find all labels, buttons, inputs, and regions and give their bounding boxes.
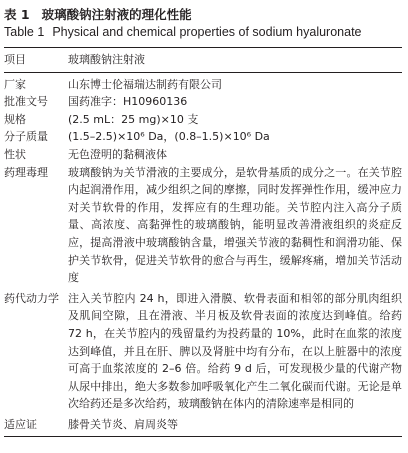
table-row bbox=[4, 93, 402, 111]
table-caption-en bbox=[4, 24, 402, 41]
table-title-cn: 玻璃酸钠注射液的理化性能 bbox=[41, 7, 192, 22]
table-row bbox=[4, 287, 402, 413]
properties-table bbox=[4, 47, 402, 437]
table-row bbox=[4, 413, 402, 437]
row-value: 玻璃酸钠为关节滑液的主要成分，是软骨基质的成分之一。在关节腔内起润滑作用，减少组织之间的摩擦，同时发挥弹性作用，缓冲应力对关节软骨的作用，发挥应有的生理功能。关节腔内注入高分子质量、高浓度、高黏弹性的玻璃酸钠，能明显改善滑液组织的炎症反应，提高滑液中玻璃酸钠含量，增强关节液的黏稠性和润滑功能、保护关节软骨，促进关节软骨的愈合与再生，缓解疼痛，增加关节活动度 bbox=[68, 165, 402, 285]
row-label: 批准文号 bbox=[4, 95, 48, 109]
table-title-en: Physical and chemical properties of sodium hyaluronate bbox=[52, 25, 362, 39]
row-value: 山东博士伦福瑞达制药有限公司 bbox=[68, 77, 222, 91]
table-caption-cn bbox=[4, 6, 402, 23]
header-item-label: 项目 bbox=[4, 48, 68, 73]
row-value: 国药准字：H10960136 bbox=[68, 95, 188, 109]
table-row bbox=[4, 72, 402, 93]
table-row bbox=[4, 128, 402, 146]
row-label: 药代动力学 bbox=[4, 291, 59, 305]
row-value: 无色澄明的黏稠液体 bbox=[68, 147, 167, 161]
table-row bbox=[4, 164, 402, 287]
table-row bbox=[4, 146, 402, 164]
row-value: 注入关节腔内 24 h，即进入滑膜、软骨表面和相邻的部分肌肉组织及肌间空隙，且在滑液、半月板及软骨表面的浓度达到峰值。给药 72 h，在关节腔内的残留量约为投药量的 10%，此时在血浆的浓度达到峰值，并且在肝、脾以及肾脏中均有分布，在以上脏器中的浓度可高于血浆浓度的 2–6 倍。给药 9 d 后，可发现极少量的代谢产物从尿中排出，绝大多数参加呼吸氧化产生二氧化碳而代谢。无论是单次给药还是多次给药，玻璃酸钠在体内的清除速率是相同的 bbox=[68, 291, 402, 411]
row-value: 膝骨关节炎、肩周炎等 bbox=[68, 413, 402, 437]
table-row bbox=[4, 111, 402, 129]
table-number-en: Table 1 bbox=[4, 25, 45, 39]
row-value: (1.5–2.5)×10⁶ Da，(0.8–1.5)×10⁶ Da bbox=[68, 130, 270, 144]
row-value: (2.5 mL：25 mg)×10 支 bbox=[68, 112, 199, 126]
row-label: 分子质量 bbox=[4, 130, 48, 144]
header-product-name: 玻璃酸钠注射液 bbox=[68, 48, 402, 73]
row-label: 规格 bbox=[4, 112, 26, 126]
row-label: 性状 bbox=[4, 147, 26, 161]
row-label: 适应证 bbox=[4, 413, 68, 437]
row-label: 药理毒理 bbox=[4, 165, 48, 179]
table-number-cn: 表 1 bbox=[4, 7, 30, 22]
table-header-row bbox=[4, 48, 402, 73]
row-label: 厂家 bbox=[4, 77, 26, 91]
